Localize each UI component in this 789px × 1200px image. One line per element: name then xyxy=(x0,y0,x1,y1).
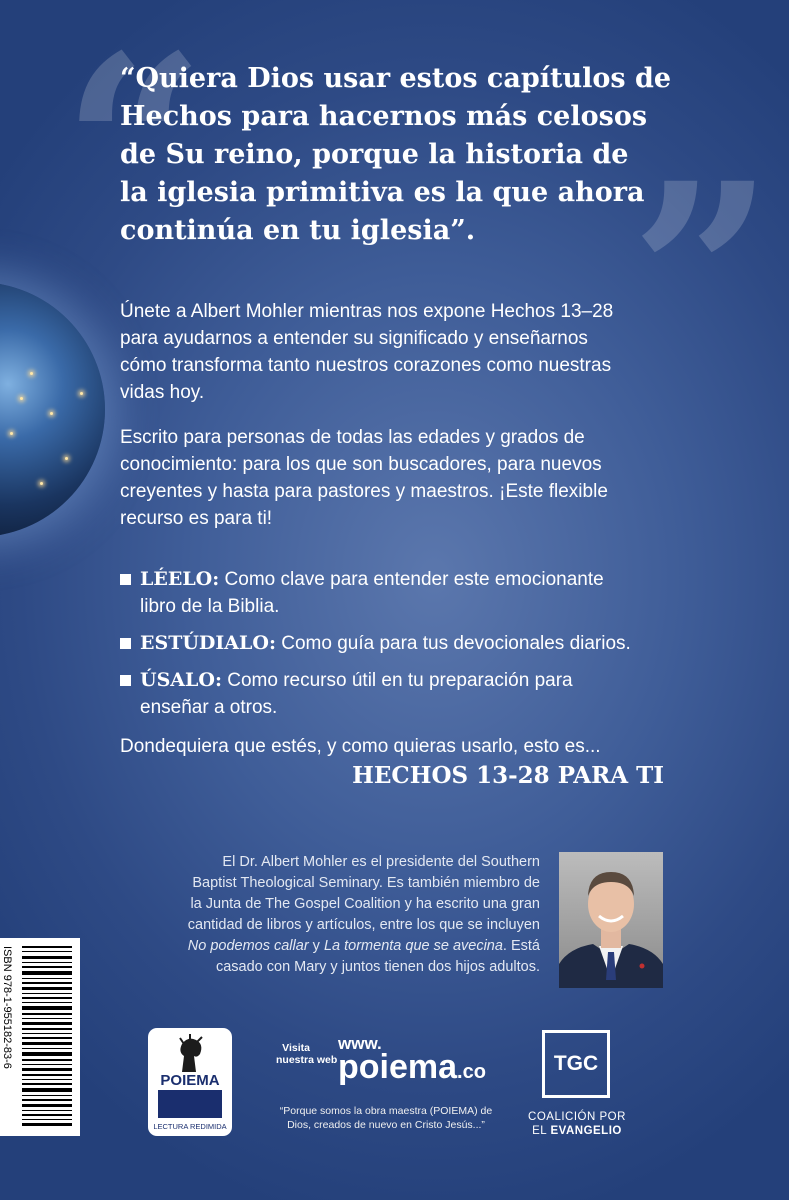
bullet-text-cont: libro de la Biblia. xyxy=(140,596,280,617)
bullet-colon: : xyxy=(268,632,276,654)
poiema-figure-icon xyxy=(170,1034,210,1074)
open-quote-mark-icon: “ xyxy=(62,0,206,294)
quote-line: Hechos para hacernos más celosos xyxy=(120,101,648,132)
pull-quote xyxy=(120,60,710,250)
bullet-colon: : xyxy=(214,669,222,691)
intro-line: cómo transforma tanto nuestros corazones como nuestras xyxy=(120,355,612,376)
bullet-square-icon xyxy=(120,574,131,585)
bullet-square-icon xyxy=(120,675,131,686)
bullet-term: LÉELO xyxy=(140,568,213,590)
poiema-logo xyxy=(148,1028,232,1136)
bio-line xyxy=(140,936,540,957)
bullet-text-cont: enseñar a otros. xyxy=(140,697,278,718)
bullet-square-icon xyxy=(120,638,131,649)
bullet-term: ESTÚDIALO xyxy=(140,632,269,654)
book-title: HECHOS 13-28 PARA TI xyxy=(352,762,664,789)
audience-line: creyentes y hasta para pastores y maestros. ¡Este flexible xyxy=(120,481,608,502)
intro-line: vidas hoy. xyxy=(120,382,205,403)
globe-image xyxy=(0,282,105,537)
bullet-text: Como clave para entender este emocionante xyxy=(219,569,604,590)
barcode xyxy=(0,938,80,1136)
bio-line: cantidad de libros y artículos, entre los que se incluyen xyxy=(187,917,540,933)
audience-line: conocimiento: para los que son buscadores, para nuevos xyxy=(120,454,602,475)
site-name: poiema xyxy=(338,1048,458,1086)
tgc-caption-line: COALICIÓN POR xyxy=(528,1111,626,1123)
audience-paragraph xyxy=(120,424,672,532)
audience-line: recurso es para ti! xyxy=(120,508,273,529)
quote-line: la iglesia primitiva es la que ahora xyxy=(120,177,645,208)
intro-line: para ayudarnos a entender su significado y enseñarnos xyxy=(120,328,588,349)
intro-paragraph xyxy=(120,298,672,406)
bullet-item-read xyxy=(120,566,680,620)
poiema-logo-name: POIEMA xyxy=(160,1072,220,1089)
audience-line: Escrito para personas de todas las edades y grados de xyxy=(120,427,585,448)
bullet-item-study xyxy=(120,630,680,657)
bio-text: . Está xyxy=(502,938,540,954)
book-title-italic: No podemos callar xyxy=(187,938,309,954)
tgc-caption-line xyxy=(524,1124,630,1138)
poiema-book-shape xyxy=(158,1090,222,1118)
bio-line: la Junta de The Gospel Coalition y ha escrito una gran xyxy=(190,896,540,912)
bio-line: Baptist Theological Seminary. Es también miembro de xyxy=(192,875,540,891)
bio-line: casado con Mary y juntos tienen dos hijos adultos. xyxy=(215,959,540,975)
tgc-caption xyxy=(524,1110,630,1138)
site-tld: .co xyxy=(457,1061,486,1083)
poiema-tagline: LECTURA REDIMIDA xyxy=(153,1122,227,1131)
poiema-slogan: “Porque somos la obra maestra (POIEMA) de Dios, creados de nuevo en Cristo Jesús...” xyxy=(279,1105,493,1131)
visit-line: nuestra web xyxy=(276,1054,338,1066)
visit-web-label xyxy=(276,1042,310,1054)
book-title-italic: La tormenta que se avecina xyxy=(323,938,503,954)
tgc-logo-text: TGC xyxy=(553,1052,599,1075)
bullet-term: ÚSALO xyxy=(140,669,215,691)
tgc-logo xyxy=(542,1030,610,1098)
bullet-item-use xyxy=(120,667,680,721)
intro-line: Únete a Albert Mohler mientras nos expone Hechos 13–28 xyxy=(120,301,614,322)
bullet-text: Como recurso útil en tu preparación para xyxy=(221,670,573,691)
quote-line: continúa en tu iglesia”. xyxy=(120,215,476,246)
author-bio xyxy=(140,852,540,978)
quote-line: “Quiera Dios usar estos capítulos de xyxy=(120,63,672,94)
isbn-label: ISBN 978-1-955182-83-6 xyxy=(1,946,13,1069)
tgc-caption-part: EL xyxy=(532,1125,551,1137)
usage-bullet-list xyxy=(120,566,680,721)
visit-line: Visita xyxy=(282,1042,310,1054)
bio-line: El Dr. Albert Mohler es el presidente del Southern xyxy=(222,854,540,870)
tgc-caption-bold: EVANGELIO xyxy=(550,1125,622,1137)
closing-line: Dondequiera que estés, y como quieras usarlo, esto es... xyxy=(120,736,601,757)
site-www[interactable]: www. xyxy=(338,1034,382,1053)
author-photo xyxy=(559,852,663,988)
close-quote-mark-icon: ” xyxy=(630,128,774,422)
bullet-text: Como guía para tus devocionales diarios. xyxy=(275,633,631,654)
site-url[interactable] xyxy=(338,1050,486,1089)
bullet-colon: : xyxy=(212,568,220,590)
bio-text: y xyxy=(308,938,324,954)
quote-line: de Su reino, porque la historia de xyxy=(120,139,629,170)
